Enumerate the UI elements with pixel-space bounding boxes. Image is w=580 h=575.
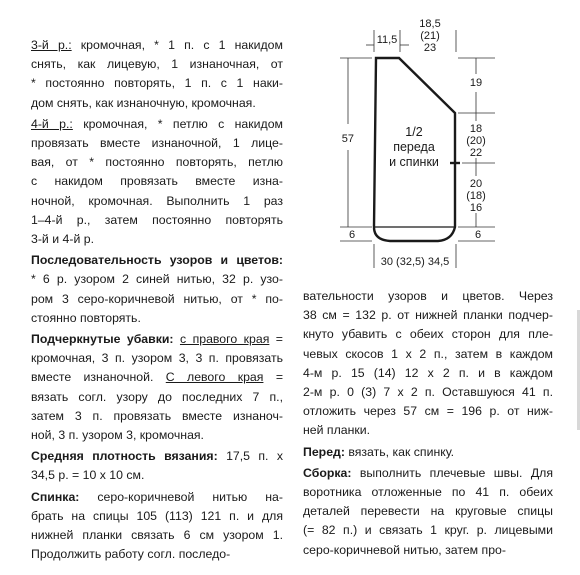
text-line <box>31 447 283 466</box>
text-line <box>31 368 283 387</box>
text-line <box>31 466 283 485</box>
text-run: серо-коричневой нитью, затем про- <box>303 542 506 557</box>
text-line <box>31 330 283 349</box>
text-line <box>303 325 553 344</box>
dim-rib-right: 6 <box>474 229 482 241</box>
text-run: вязать, как спинку. <box>344 444 455 459</box>
text-line <box>303 483 553 502</box>
text-run: = <box>269 332 283 347</box>
text-line <box>303 306 553 325</box>
text-run: затем 3 п. провязать вместе изнаноч- <box>31 408 283 423</box>
text-run: 4-м р. 15 (14) 12 х 2 п. и в каждом <box>303 365 553 380</box>
paragraph <box>31 488 283 565</box>
dim-shoulder-1: 18,5 <box>419 18 441 30</box>
text-run: чевых скосов 1 х 2 п., затем в каждом <box>303 346 553 361</box>
dim-shoulder-3: 23 <box>423 42 437 54</box>
text-line <box>31 407 283 426</box>
text-run: ром 3 серо-коричневой нитью, от * по- <box>31 291 283 306</box>
text-run: вая, от * постоянно повторять, петлю <box>31 155 283 170</box>
text-line <box>303 421 553 440</box>
text-line <box>303 502 553 521</box>
dim-shoulder-height: 19 <box>469 77 483 89</box>
paragraph <box>303 464 553 560</box>
text-run: 38 см = 132 р. от нижней планки подчер- <box>303 308 553 323</box>
text-run: провязать вместе изнаночной, 1 лице- <box>31 136 283 151</box>
text-run: 4-й р.: <box>31 116 73 131</box>
text-line <box>303 443 553 462</box>
text-run: 34,5 р. = 10 х 10 см. <box>31 468 145 483</box>
text-run: кромочная, 3 п. узором 3, 3 п. провязать <box>31 351 283 366</box>
text-run: вместе изнаночной. <box>31 370 166 385</box>
paragraph <box>303 443 553 462</box>
text-run: отложить через 57 см = 196 р. от ниж- <box>303 404 553 419</box>
text-line <box>303 364 553 383</box>
text-line <box>303 541 553 560</box>
text-run: кромочная, * петлю с накидом <box>72 116 283 131</box>
text-run: вательности узоров и цветов. Через <box>303 289 553 303</box>
dim-lower-2: (18) <box>466 190 486 202</box>
dim-armhole-3: 22 <box>469 147 483 159</box>
piece-label-3: и спинки <box>389 155 439 169</box>
piece-label-1: 1/2 <box>405 125 423 139</box>
text-line <box>31 488 283 507</box>
text-line <box>31 507 283 526</box>
text-line <box>31 526 283 545</box>
dim-shoulder-2: (21) <box>420 30 440 42</box>
text-line <box>31 349 283 368</box>
text-run: ночной, кромочная. Выполнить 1 раз <box>31 193 283 208</box>
paragraph <box>303 287 553 441</box>
text-run: стоянно повторять. <box>31 310 141 325</box>
text-run: 2-м р. 0 (3) 7 х 2 п. Оставшуюся 41 п. <box>303 385 553 400</box>
dim-top-width: 11,5 <box>376 34 398 46</box>
text-run: Последовательность узоров и цветов: <box>31 253 283 268</box>
text-line <box>303 345 553 364</box>
text-run: 17,5 п. х <box>217 449 283 464</box>
text-line <box>31 290 283 309</box>
text-run: Подчеркнутые убавки: <box>31 332 174 347</box>
text-run: Сборка: <box>303 465 352 480</box>
text-run: с правого края <box>179 332 270 347</box>
dim-bottom-width: 30 (32,5) 34,5 <box>380 256 450 268</box>
text-run: = <box>263 370 284 385</box>
text-run: кнуто убавить с обеих сторон для пле- <box>303 327 553 342</box>
text-run: нижней планки связать 6 см узором 1. <box>31 528 283 543</box>
text-run: дом снять, как изнаночную, кромочная. <box>31 95 256 110</box>
text-run: Спинка: <box>31 489 80 504</box>
text-line <box>31 426 283 445</box>
dim-total-height: 57 <box>341 133 354 145</box>
dim-rib-left: 6 <box>348 229 356 241</box>
text-run: выполнить плечевые швы. Для <box>351 465 553 480</box>
dim-lower-3: 16 <box>469 202 483 214</box>
text-run: деталей перевести на круговые спицы <box>303 504 553 519</box>
text-line <box>303 521 553 540</box>
text-run: 3-й р.: <box>31 38 72 52</box>
text-line <box>303 402 553 421</box>
text-run: ней планки. <box>303 423 371 438</box>
text-run: воротника отложенные по 41 п. обеих <box>303 485 553 500</box>
text-run: снять, как лицевую, 1 изнаночная, от <box>31 57 283 72</box>
text-run: вязать согл. узору до последних 7 п., <box>31 389 283 404</box>
text-run: с накидом провязать вместе изна- <box>31 174 283 189</box>
dim-armhole-2: (20) <box>466 135 486 147</box>
text-run: Средняя плотность вязания: <box>31 449 218 464</box>
paragraph <box>31 447 283 485</box>
text-line <box>303 383 553 402</box>
right-text-column <box>303 287 553 562</box>
dim-lower-1: 20 <box>469 178 483 190</box>
text-run: 3-й и 4-й р. <box>31 232 94 247</box>
text-run: ной, 3 п. узором 3, кромочная. <box>31 428 204 443</box>
text-line <box>31 388 283 407</box>
text-line <box>303 464 553 483</box>
text-run: * 6 р. узором 2 синей нитью, 32 р. узо- <box>31 272 283 287</box>
paragraph <box>31 330 283 445</box>
piece-label-2: переда <box>393 140 435 154</box>
text-run: серо-коричневой нитью на- <box>79 489 283 504</box>
text-run: 1–4-й р., затем постоянно повторять <box>31 212 283 227</box>
text-line <box>31 545 283 564</box>
text-run: брать на спицы 105 (113) 121 п. и для <box>31 508 283 523</box>
text-run: * постоянно повторять, 1 п. с 1 наки- <box>31 76 283 91</box>
text-line <box>31 309 283 328</box>
text-run: кромочная, * 1 п. с 1 накидом <box>71 38 283 52</box>
text-run: С левого края <box>165 370 264 385</box>
text-run: Перед: <box>303 444 345 459</box>
text-run: (= 82 п.) и связать 1 круг. р. лицевыми <box>303 523 553 538</box>
dim-armhole-1: 18 <box>469 123 483 135</box>
text-run: Продолжить работу согл. последо- <box>31 547 231 562</box>
